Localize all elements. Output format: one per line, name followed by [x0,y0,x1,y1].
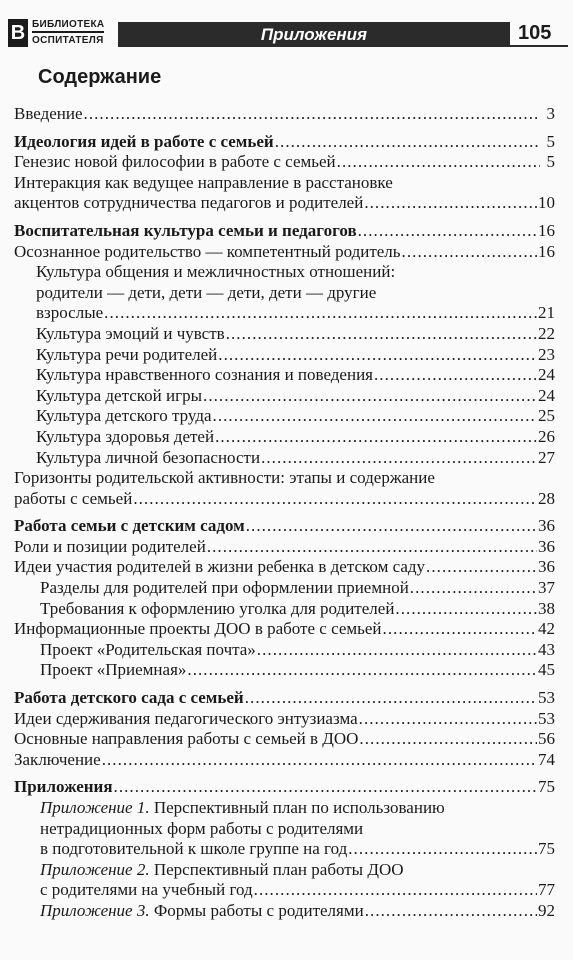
toc-entry-text: Культура общения и межличностных отношений: [36,262,396,282]
toc-entry [14,709,555,730]
toc-entry [14,448,555,469]
toc-page-number: 42 [538,619,555,639]
dot-leader [245,688,537,709]
toc-entry [14,599,555,620]
toc-entry [14,152,555,173]
toc-entry [14,468,555,509]
toc-entry-text: взрослые [36,303,104,323]
toc-entry [14,173,555,214]
dot-leader [246,516,537,537]
dot-leader [374,365,537,386]
dot-leader [358,221,537,242]
dot-leader [359,729,537,750]
toc-page-number: 56 [538,729,555,749]
dot-leader [257,640,537,661]
dot-leader [275,132,540,153]
logo-line-2: ОСПИТАТЕЛЯ [32,31,104,47]
toc-title: Содержание [38,66,162,88]
toc-entry-text: Идеология идей в работе с семьей [14,131,274,151]
toc-entry [14,406,555,427]
toc-entry-text: Основные направления работы с семьей в ДОО [14,729,359,749]
toc-entry-text: Культура нравственного сознания и поведения [36,365,373,385]
toc-page-number: 23 [538,344,555,364]
toc-page-number: 74 [538,749,555,769]
toc-page-number: 36 [538,536,555,556]
toc-entry [14,729,555,750]
toc-entry [14,557,555,578]
dot-leader [395,599,537,620]
toc-entry-text: Формы работы с родителями [153,900,364,920]
toc-page-number: 5 [546,131,555,151]
dot-leader [364,193,537,214]
table-of-contents [14,104,555,922]
toc-page-number: 43 [538,639,555,659]
toc-entry-text: Заключение [14,749,101,769]
dot-leader [187,660,537,681]
logo-line-1: БИБЛИОТЕКА [32,19,105,30]
page-number: 105 [518,22,552,44]
dot-leader [383,619,537,640]
toc-entry-text: Информационные проекты ДОО в работе с семьей [14,619,382,639]
dot-leader [133,489,537,510]
toc-entry-text: работы с семьей [14,488,133,508]
toc-page-number: 38 [538,598,555,618]
section-title: Приложения [260,25,368,44]
toc-entry-text [40,860,555,881]
toc-entry-text [40,798,555,819]
header-divider [510,45,568,47]
toc-entry [14,516,555,537]
page-header [6,12,568,52]
toc-entry-text: Интеракция как ведущее направление в расстановке [14,172,393,192]
toc-page-number: 24 [538,365,555,385]
dot-leader [215,427,537,448]
dot-leader [114,777,537,798]
toc-entry-text: Культура детского труда [36,406,212,426]
toc-entry [14,242,555,263]
toc-entry [14,640,555,661]
toc-page-number: 45 [538,660,555,680]
toc-page-number: 28 [538,488,555,508]
toc-entry-text: Культура речи родителей [36,344,218,364]
toc-entry [14,345,555,366]
toc-entry-text: Введение [14,104,83,123]
appendix-label: Приложение 3. [40,900,150,920]
toc-entry [14,660,555,681]
toc-entry [14,132,555,153]
toc-entry-text: Работа семьи с детским садом [14,516,245,536]
dot-leader [426,557,537,578]
toc-page-number: 92 [538,900,555,920]
toc-entry-text: родители — дети, дети — дети, дети — другие [36,282,377,302]
toc-page-number: 24 [538,385,555,405]
toc-entry [14,688,555,709]
toc-entry-text: Разделы для родителей при оформлении приемной [40,578,409,598]
toc-entry [14,901,555,922]
toc-page-number: 3 [546,104,555,123]
toc-entry-text: Культура здоровья детей [36,426,215,446]
toc-page-number: 22 [538,323,555,343]
toc-entry [14,324,555,345]
toc-page-number: 37 [538,578,555,598]
toc-page-number: 27 [538,447,555,467]
toc-entry-text: Идеи участия родителей в жизни ребенка в детском саду [14,557,426,577]
dot-leader [84,104,540,125]
toc-entry-text: Требования к оформлению уголка для родителей [40,598,395,618]
toc-page-number: 75 [538,839,555,859]
toc-entry [14,578,555,599]
dot-leader [365,901,537,922]
dot-leader [348,839,537,860]
dot-leader [218,345,537,366]
dot-leader [337,152,540,173]
dot-leader [203,386,537,407]
toc-page-number: 77 [538,880,555,900]
toc-entry-text: Осознанное родительство — компетентный родитель [14,241,401,261]
toc-entry [14,104,555,125]
appendix-label: Приложение 2. [40,859,150,879]
toc-entry-text: акцентов сотрудничества педагогов и родителей [14,193,364,213]
toc-entry [14,860,555,901]
toc-entry-text: Генезис новой философии в работе с семьей [14,152,336,172]
toc-page-number: 21 [538,303,555,323]
toc-entry-text: Приложения [14,777,113,797]
toc-page-number: 10 [538,193,555,213]
dot-leader [410,578,537,599]
toc-entry-text: Проект «Приемная» [40,660,187,680]
toc-entry [14,750,555,771]
toc-entry-text: Воспитательная культура семьи и педагогов [14,220,357,240]
toc-page-number: 75 [538,777,555,797]
toc-entry [14,777,555,798]
toc-entry-text: Работа детского сада с семьей [14,688,244,708]
toc-entry-text: Культура эмоций и чувств [36,323,225,343]
toc-entry [14,619,555,640]
toc-page-number: 53 [538,688,555,708]
library-logo-icon: В [8,19,28,47]
toc-entry-text: Роли и позиции родителей [14,536,206,556]
toc-entry [14,798,555,860]
toc-page-number: 26 [538,426,555,446]
toc-entry-text: Культура личной безопасности [36,447,261,467]
toc-entry-text-with-label [40,901,364,922]
toc-entry-text: Проект «Родительская почта» [40,639,256,659]
toc-page-number: 36 [538,557,555,577]
dot-leader [104,303,537,324]
toc-entry-text: Идеи сдерживания педагогического энтузиазма [14,708,358,728]
toc-entry [14,386,555,407]
toc-page-number: 25 [538,406,555,426]
dot-leader [102,750,537,771]
toc-entry-text: Перспективный план по использованию [153,798,445,817]
dot-leader [226,324,537,345]
toc-page-number: 16 [538,220,555,240]
toc-entry [14,262,555,324]
toc-entry-text: Горизонты родительской активности: этапы и содержание [14,468,435,488]
toc-entry-text: с родителями на учебный год [40,880,253,900]
appendix-label: Приложение 1. [40,798,150,817]
dot-leader [207,537,537,558]
library-logo-text [32,18,104,47]
dot-leader [261,448,537,469]
toc-entry-text: Культура детской игры [36,385,203,405]
toc-entry [14,365,555,386]
toc-entry-text: Перспективный план работы ДОО [153,859,404,879]
toc-page-number: 16 [538,241,555,261]
section-header-bar [118,22,510,47]
dot-leader [254,880,537,901]
toc-page-number: 36 [538,516,555,536]
dot-leader [213,406,537,427]
toc-entry [14,221,555,242]
dot-leader [359,709,537,730]
toc-page-number: 53 [538,708,555,728]
toc-entry-text: нетрадиционных форм работы с родителями [40,818,364,838]
toc-entry [14,427,555,448]
toc-page-number: 5 [546,152,555,172]
toc-entry-text: в подготовительной к школе группе на год [40,839,348,859]
toc-entry [14,537,555,558]
dot-leader [402,242,537,263]
